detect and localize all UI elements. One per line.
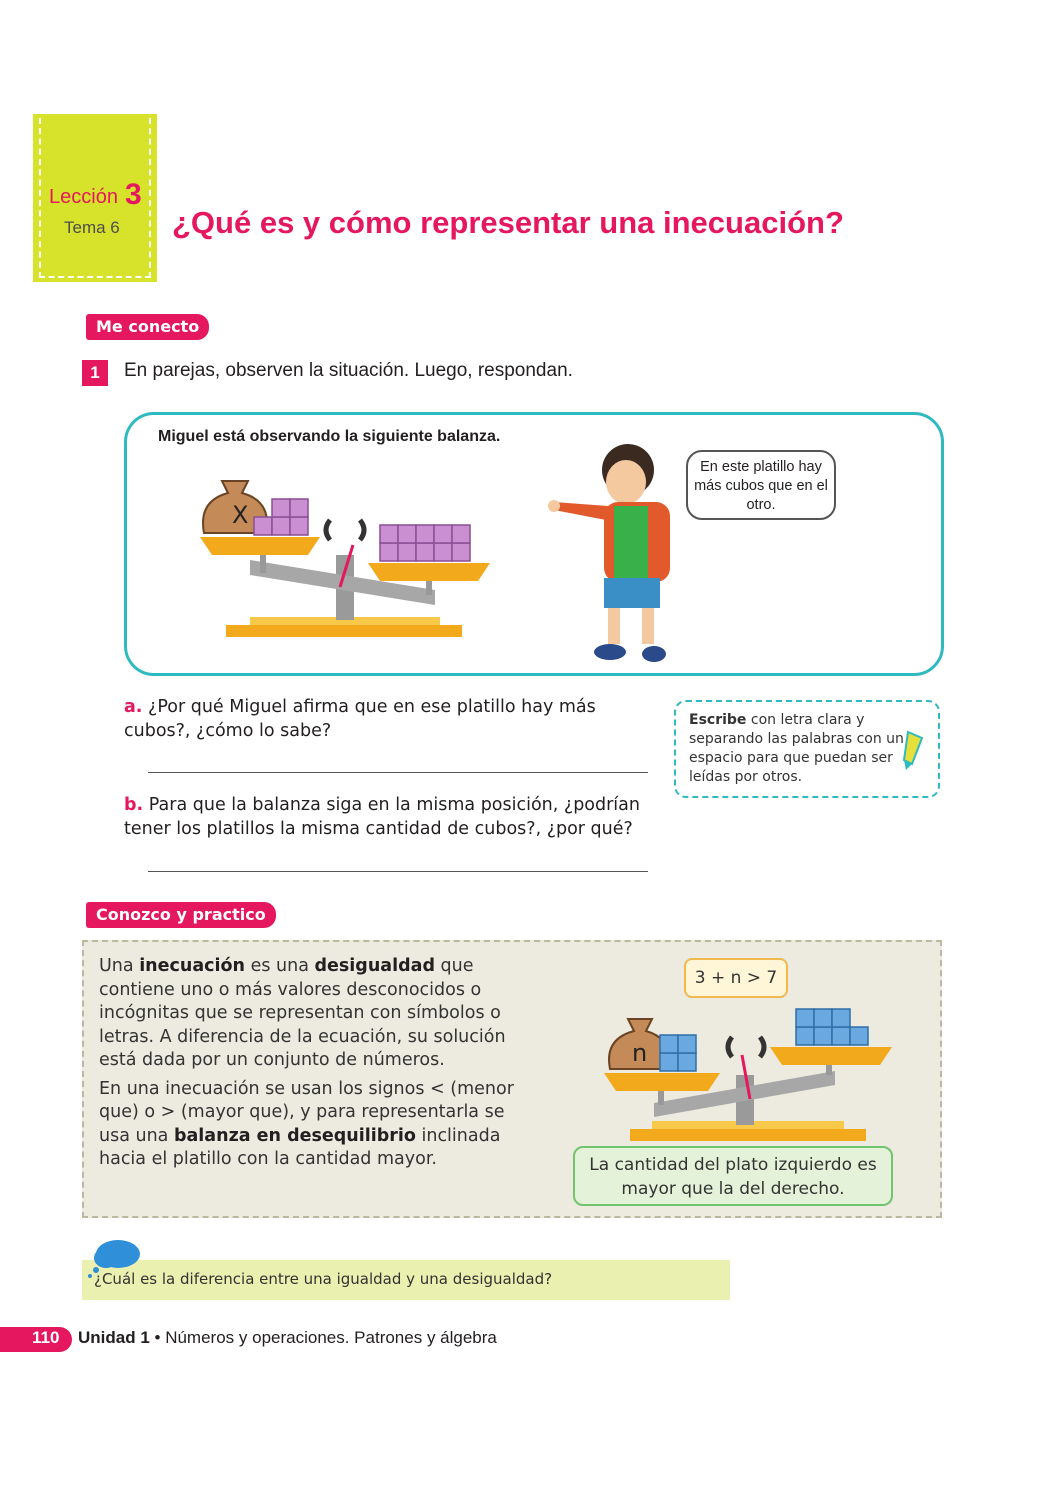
balance-caption: La cantidad del plato izquierdo es mayor que la del derecho. bbox=[573, 1146, 893, 1206]
tip-text: con letra clara y separando las palabras con un espacio para que puedan ser leídas por otros. bbox=[689, 712, 904, 785]
answer-line-b[interactable] bbox=[148, 871, 648, 872]
thought-question: ¿Cuál es la diferencia entre una igualdad y una desigualdad? bbox=[94, 1270, 553, 1288]
right-pan bbox=[368, 563, 490, 581]
left-pan bbox=[200, 537, 320, 555]
section-tag-conozco: Conozco y practico bbox=[86, 902, 276, 928]
concept-paragraph-2: En una inecuación se usan los signos < (menor que) o > (mayor que), y para representarla se usa una balanza en desequilibrio inclinada hacia el platillo con la cantidad mayor. bbox=[99, 1078, 514, 1169]
inequation-formula: 3 + n > 7 bbox=[684, 958, 788, 998]
page-number: 110 bbox=[32, 1328, 60, 1347]
section-tag-me-conecto: Me conecto bbox=[86, 314, 209, 340]
balance-illustration bbox=[190, 465, 500, 645]
right-cubes bbox=[380, 525, 470, 561]
speech-bubble: En este platillo hay más cubos que en el otro. bbox=[686, 450, 836, 520]
question-b-text: Para que la balanza siga en la misma posición, ¿podrían tener los platillos la misma cantidad de cubos?, ¿por qué? bbox=[124, 795, 640, 839]
concept-text bbox=[99, 955, 529, 1177]
shorts bbox=[604, 578, 660, 608]
answer-line-a[interactable] bbox=[148, 772, 648, 773]
question-b bbox=[124, 793, 664, 841]
page-title: ¿Qué es y cómo representar una inecuación? bbox=[172, 205, 844, 240]
tip-bold: Escribe bbox=[689, 712, 747, 728]
balance-base bbox=[226, 625, 462, 637]
shirt bbox=[614, 506, 648, 580]
pointing-arm bbox=[554, 502, 608, 520]
footer-unit: Unidad 1 • Números y operaciones. Patrones y álgebra bbox=[78, 1328, 497, 1347]
question-b-label: b. bbox=[124, 795, 144, 815]
activity-instruction: En parejas, observen la situación. Luego, respondan. bbox=[124, 360, 573, 381]
question-a-text: ¿Por qué Miguel afirma que en ese platillo hay más cubos?, ¿cómo lo sabe? bbox=[124, 697, 596, 741]
activity-number-badge: 1 bbox=[82, 360, 108, 386]
lesson-word: Lección bbox=[49, 186, 118, 208]
lesson-theme: Tema 6 bbox=[64, 218, 120, 237]
bag-n-label: n bbox=[632, 1039, 648, 1067]
concept-paragraph-1: Una inecuación es una desigualdad que contiene uno o más valores desconocidos o incógnitas que se representan con símbolos o letras. A diferencia de la ecuación, su solución está dada por un conjunto de números. bbox=[99, 956, 506, 1070]
balance-illustration-2 bbox=[600, 1005, 895, 1147]
situation-text: Miguel está observando la siguiente balanza. bbox=[158, 428, 501, 445]
lesson-number: 3 bbox=[125, 178, 142, 211]
question-a-label: a. bbox=[124, 697, 143, 717]
question-a bbox=[124, 695, 644, 743]
pencil-icon bbox=[898, 728, 928, 772]
miguel-illustration bbox=[548, 440, 678, 668]
bag-label: X bbox=[232, 501, 249, 529]
